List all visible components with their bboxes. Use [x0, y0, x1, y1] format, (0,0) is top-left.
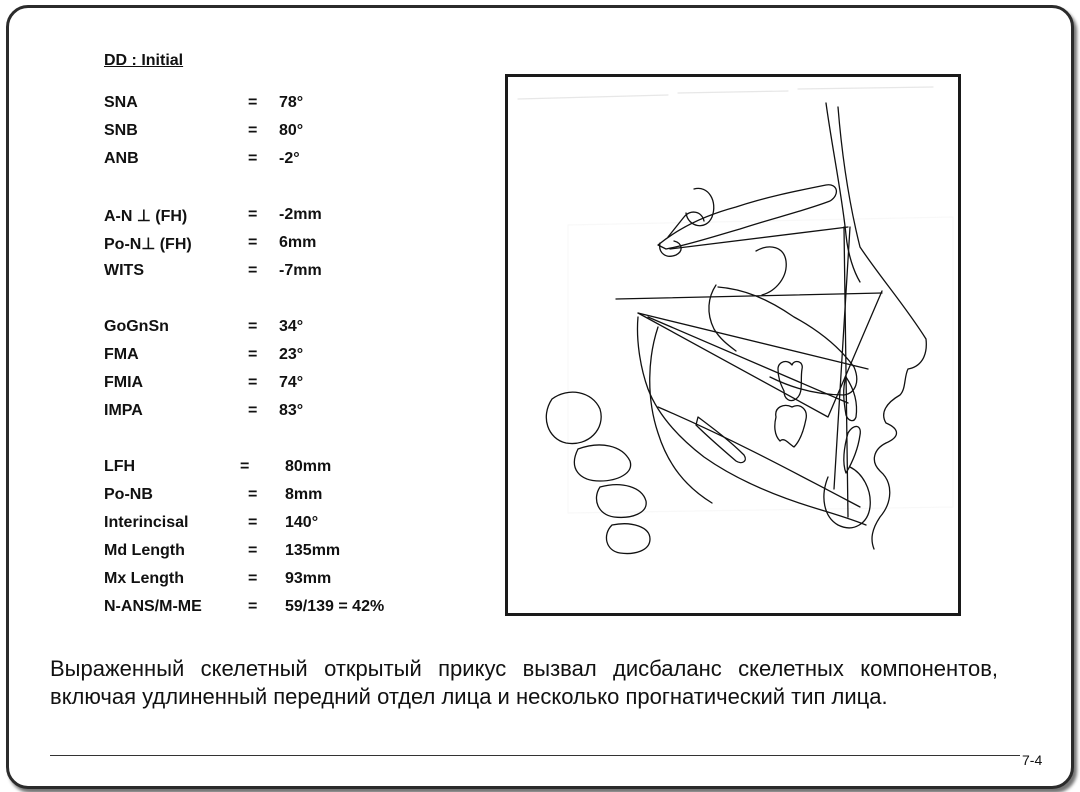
cephalometric-tracing-drawing [508, 77, 958, 613]
measurement-name: FMA [104, 346, 139, 363]
measurement-value: 83° [279, 402, 304, 419]
cervical-vertebra-1 [574, 445, 630, 481]
measurement-value: -2mm [279, 206, 322, 223]
maxilla [718, 287, 857, 395]
soft-tissue-profile [838, 107, 926, 549]
measurement-value: 34° [279, 318, 304, 335]
measurement-name: A-N ⊥ (FH) [104, 208, 188, 225]
lower-molar [775, 405, 807, 447]
measurement-name: Po-NB [104, 486, 153, 503]
pterygoid [709, 285, 736, 351]
measurement-value: 135mm [285, 542, 341, 559]
measurement-name: Md Length [104, 542, 185, 559]
measurement-name: IMPA [104, 402, 143, 419]
measurement-equals: = [240, 458, 250, 475]
pharyngeal-wall [650, 327, 712, 503]
measurement-name: LFH [104, 458, 136, 475]
measurement-value: 59/139 = 42% [285, 598, 385, 615]
measurement-name: SNB [104, 122, 138, 139]
measurement-equals: = [248, 346, 258, 363]
measurement-name: Po-N⊥ (FH) [104, 236, 192, 253]
measurement-equals: = [248, 234, 258, 251]
occlusal-plane [648, 317, 848, 403]
measurement-equals: = [248, 486, 258, 503]
measurement-equals: = [248, 318, 258, 335]
measurement-name: N-ANS/M-ME [104, 598, 202, 615]
measurement-value: 74° [279, 374, 304, 391]
measurement-equals: = [248, 94, 258, 111]
palatal-plane [638, 313, 868, 369]
measurement-equals: = [248, 514, 258, 531]
measurement-value: -7mm [279, 262, 322, 279]
measurement-value: 6mm [279, 234, 317, 251]
measurement-name: ANB [104, 150, 139, 167]
mandibular-plane [658, 407, 860, 507]
measurement-equals: = [248, 150, 258, 167]
measurement-equals: = [248, 542, 258, 559]
measurement-value: 140° [285, 514, 319, 531]
measurement-value: 8mm [285, 486, 323, 503]
measurement-name: Mx Length [104, 570, 184, 587]
sn-line [670, 227, 848, 249]
measurement-name: GoGnSn [104, 318, 169, 335]
zygomatic [756, 247, 786, 295]
measurement-name: WITS [104, 262, 144, 279]
measurement-equals: = [248, 206, 258, 223]
cephalometric-tracing [505, 74, 961, 616]
page-number: 7-4 [1022, 752, 1043, 768]
measurement-equals: = [248, 122, 258, 139]
measurement-equals: = [248, 402, 258, 419]
caption-text: Выраженный скелетный открытый прикус вызвал дисбаланс скелетных компонентов, включая удлиненный передний отдел лица и несколько прогнатический тип лица. [50, 656, 998, 709]
measurement-value: -2° [279, 150, 300, 167]
measurement-equals: = [248, 374, 258, 391]
measurement-value: 78° [279, 94, 304, 111]
measurement-value: 93mm [285, 570, 332, 587]
measurement-equals: = [248, 262, 258, 279]
nasal-bone [826, 103, 860, 282]
mastoid [546, 392, 601, 443]
measurement-name: SNA [104, 94, 138, 111]
measurements-heading: DD : Initial [104, 52, 184, 69]
mandible-ramus [637, 317, 866, 525]
upper-molar [778, 362, 802, 401]
measurement-value: 80mm [285, 458, 332, 475]
measurement-value: 80° [279, 122, 304, 139]
cervical-vertebra-3 [606, 524, 650, 554]
measurement-value: 23° [279, 346, 304, 363]
measurement-name: FMIA [104, 374, 144, 391]
bottom-divider [50, 755, 1020, 756]
measurement-equals: = [248, 570, 258, 587]
measurement-equals: = [248, 598, 258, 615]
ghosted-scan-text [518, 87, 953, 513]
measurement-name: Interincisal [104, 514, 189, 531]
